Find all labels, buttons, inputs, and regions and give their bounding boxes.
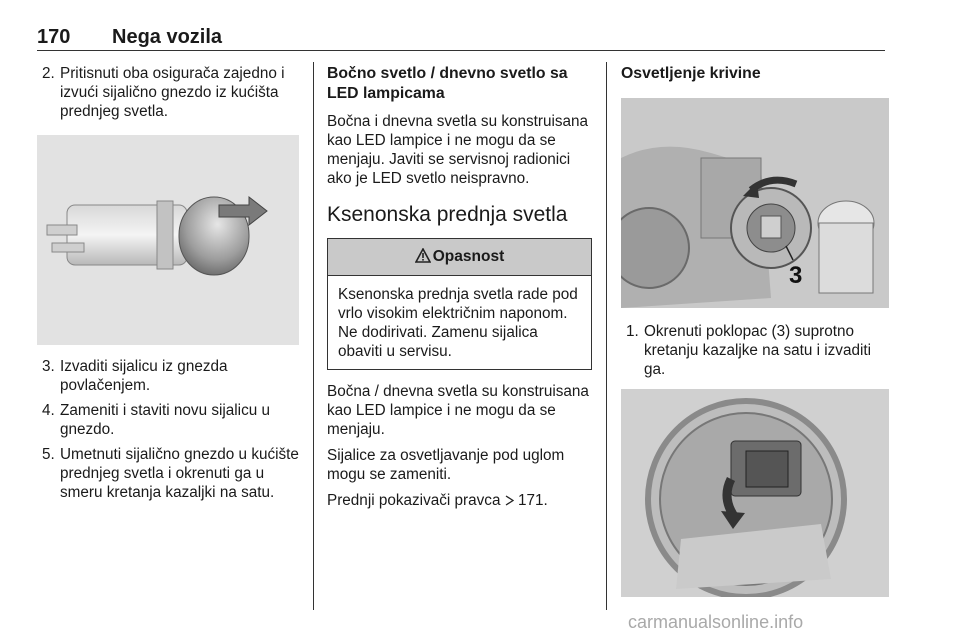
step-number: 4. [42,402,55,419]
warning-title: Opasnost [432,248,505,265]
bulb-holder-figure [37,135,299,345]
bulb-holder-illustration [37,135,299,345]
paragraph: Sijalice za osvetljavanje pod uglom mogu se zameniti. [327,447,565,483]
step-text: Umetnuti sijalično gnezdo u kućište prednjeg svetla i okrenuti ga u smeru kretanja kazaljki na satu. [60,446,299,501]
step-5 [37,445,299,502]
column-divider-2 [606,62,607,610]
column-divider-1 [313,62,314,610]
column-2 [327,64,592,517]
step-3 [37,357,299,395]
step-number: 3. [42,358,55,375]
paragraph: Bočna i dnevna svetla su konstruisana kao LED lampice i ne mogu da se menjaju. Javiti se servisnoj radionici ako je LED svetlo neispravno. [327,113,589,187]
page-header [37,26,885,52]
page-number: 170 [37,26,71,48]
watermark: carmanualsonline.info [628,612,804,632]
section-title-xenon: Ksenonska prednja svetla [327,203,568,226]
warning-header [328,239,591,276]
section-title-led: Bočno svetlo / dnevno svetlo sa LED lampicama [327,65,568,102]
step-text: Okrenuti poklopac (3) suprotno kretanju kazaljke na satu i izvaditi ga. [644,323,872,378]
column-1 [37,64,299,508]
cornering-light-figure [621,98,889,308]
paragraph: Bočna / dnevna svetla su konstruisana kao LED lampice i ne mogu da se menjaju. [327,383,589,438]
step-number: 5. [42,446,55,463]
section-title-cornering: Osvetljenje krivine [621,65,761,82]
step-1 [621,322,889,379]
step-2 [37,64,299,121]
lamp-housing-figure [621,389,889,597]
figure-callout-3: 3 [789,262,803,289]
step-4 [37,401,299,439]
step-number: 1. [626,323,639,340]
step-text: Pritisnuti oba osigurača zajedno i izvući sijalično gnezdo iz kućišta prednjeg svetla. [60,65,285,120]
warning-text: Ksenonska prednja svetla rade pod vrlo visokim električnim naponom. Ne dodirivati. Zamenu sijalica obaviti u servisu. [338,286,578,360]
column-3 [621,64,889,597]
warning-triangle-icon [415,241,431,277]
page-reference[interactable]: 171. [517,492,548,509]
lamp-housing-illustration [621,389,889,597]
chapter-title: Nega vozila [112,26,223,48]
paragraph-reference [327,491,592,510]
step-number: 2. [42,65,55,82]
step-text: Zameniti i staviti novu sijalicu u gnezdo. [60,402,270,438]
warning-box [327,238,592,370]
step-text: Izvaditi sijalicu iz gnezda povlačenjem. [60,358,228,394]
cornering-light-illustration [621,98,889,308]
page-ref-arrow-icon [505,492,514,509]
reference-text: Prednji pokazivači pravca [327,492,501,509]
header-rule [37,50,885,51]
